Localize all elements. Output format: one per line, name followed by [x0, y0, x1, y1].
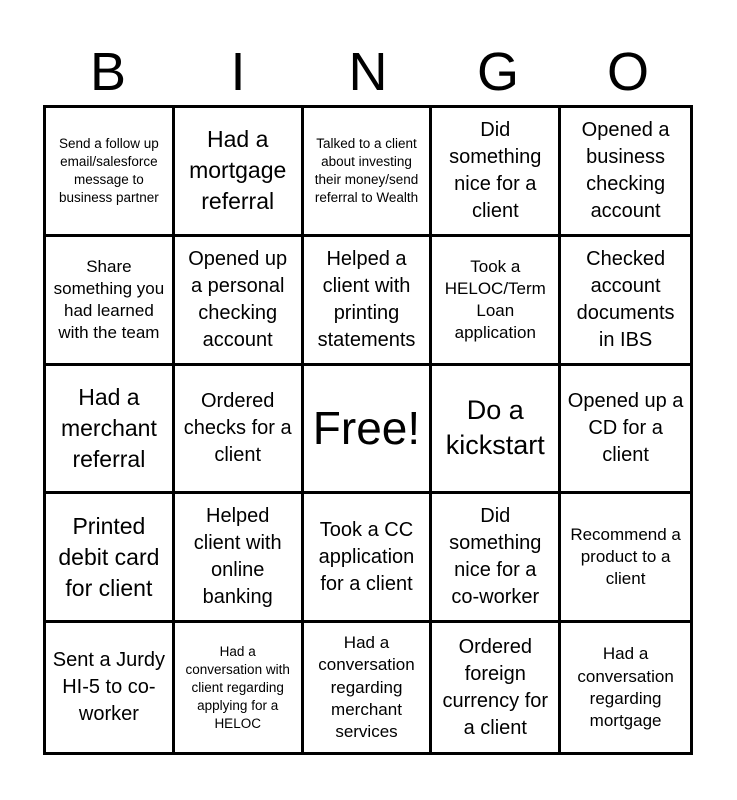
bingo-cell-b1[interactable]	[46, 108, 175, 237]
cell-text: Helped client with online banking	[193, 505, 282, 609]
cell-text: Checked account documents in IBS	[576, 247, 675, 351]
bingo-cell-g4[interactable]	[432, 494, 561, 623]
header-letter-n: N	[348, 42, 388, 102]
cell-text: Opened up a CD for a client	[567, 389, 684, 466]
cell-text: Ordered checks for a client	[183, 389, 292, 466]
cell-text: Do a kickstart	[445, 395, 545, 461]
cell-text: Had a conversation regarding mortgage	[577, 644, 674, 730]
cell-text: Had a conversation regarding merchant services	[318, 633, 415, 741]
bingo-cell-n4[interactable]	[304, 494, 433, 623]
bingo-cell-o4[interactable]	[561, 494, 690, 623]
bingo-cell-i2[interactable]	[175, 237, 304, 366]
cell-text: Helped a client with printing statements	[317, 247, 416, 351]
header-letter-i: I	[230, 42, 246, 102]
bingo-cell-n5[interactable]	[304, 623, 433, 752]
cell-text: Had a conversation with client regarding applying for a HELOC	[185, 643, 290, 731]
bingo-cell-b4[interactable]	[46, 494, 175, 623]
cell-text: Took a CC application for a client	[318, 518, 415, 595]
bingo-cell-g5[interactable]	[432, 623, 561, 752]
cell-text: Printed debit card for client	[58, 512, 160, 601]
cell-text: Send a follow up email/salesforce message to business partner	[58, 135, 159, 205]
cell-text: Had a merchant referral	[60, 383, 157, 473]
free-space-text: Free!	[312, 401, 421, 454]
bingo-cell-b2[interactable]	[46, 237, 175, 366]
bingo-cell-i3[interactable]	[175, 366, 304, 495]
cell-text: Talked to a client about investing their money/send referral to Wealth	[314, 135, 419, 205]
bingo-cell-free[interactable]	[304, 366, 433, 495]
header-letter-b: B	[89, 42, 127, 102]
bingo-cell-i5[interactable]	[175, 623, 304, 752]
cell-text: Ordered foreign currency for a client	[442, 635, 549, 739]
cell-text: Did something nice for a co-worker	[449, 505, 542, 609]
header-letter-o: O	[606, 42, 649, 102]
bingo-cell-g2[interactable]	[432, 237, 561, 366]
cell-text: Took a HELOC/Term Loan application	[444, 256, 546, 342]
bingo-header	[43, 40, 693, 104]
bingo-cell-b5[interactable]	[46, 623, 175, 752]
bingo-cell-n2[interactable]	[304, 237, 433, 366]
bingo-cell-i4[interactable]	[175, 494, 304, 623]
cell-text: Did something nice for a client	[449, 118, 542, 222]
cell-text: Share something you had learned with the team	[53, 256, 165, 342]
bingo-cell-n1[interactable]	[304, 108, 433, 237]
cell-text: Opened up a personal checking account	[188, 247, 288, 351]
bingo-cell-g3[interactable]	[432, 366, 561, 495]
bingo-cell-o1[interactable]	[561, 108, 690, 237]
cell-text: Had a mortgage referral	[189, 126, 287, 215]
bingo-board	[43, 105, 693, 755]
bingo-cell-o3[interactable]	[561, 366, 690, 495]
bingo-cell-b3[interactable]	[46, 366, 175, 495]
cell-text: Opened a business checking account	[581, 118, 670, 222]
cell-text: Recommend a product to a client	[570, 525, 681, 589]
header-letter-g: G	[476, 42, 519, 102]
bingo-cell-g1[interactable]	[432, 108, 561, 237]
bingo-cell-i1[interactable]	[175, 108, 304, 237]
cell-text: Sent a Jurdy HI-5 to co-worker	[52, 649, 166, 726]
bingo-cell-o2[interactable]	[561, 237, 690, 366]
bingo-cell-o5[interactable]	[561, 623, 690, 752]
